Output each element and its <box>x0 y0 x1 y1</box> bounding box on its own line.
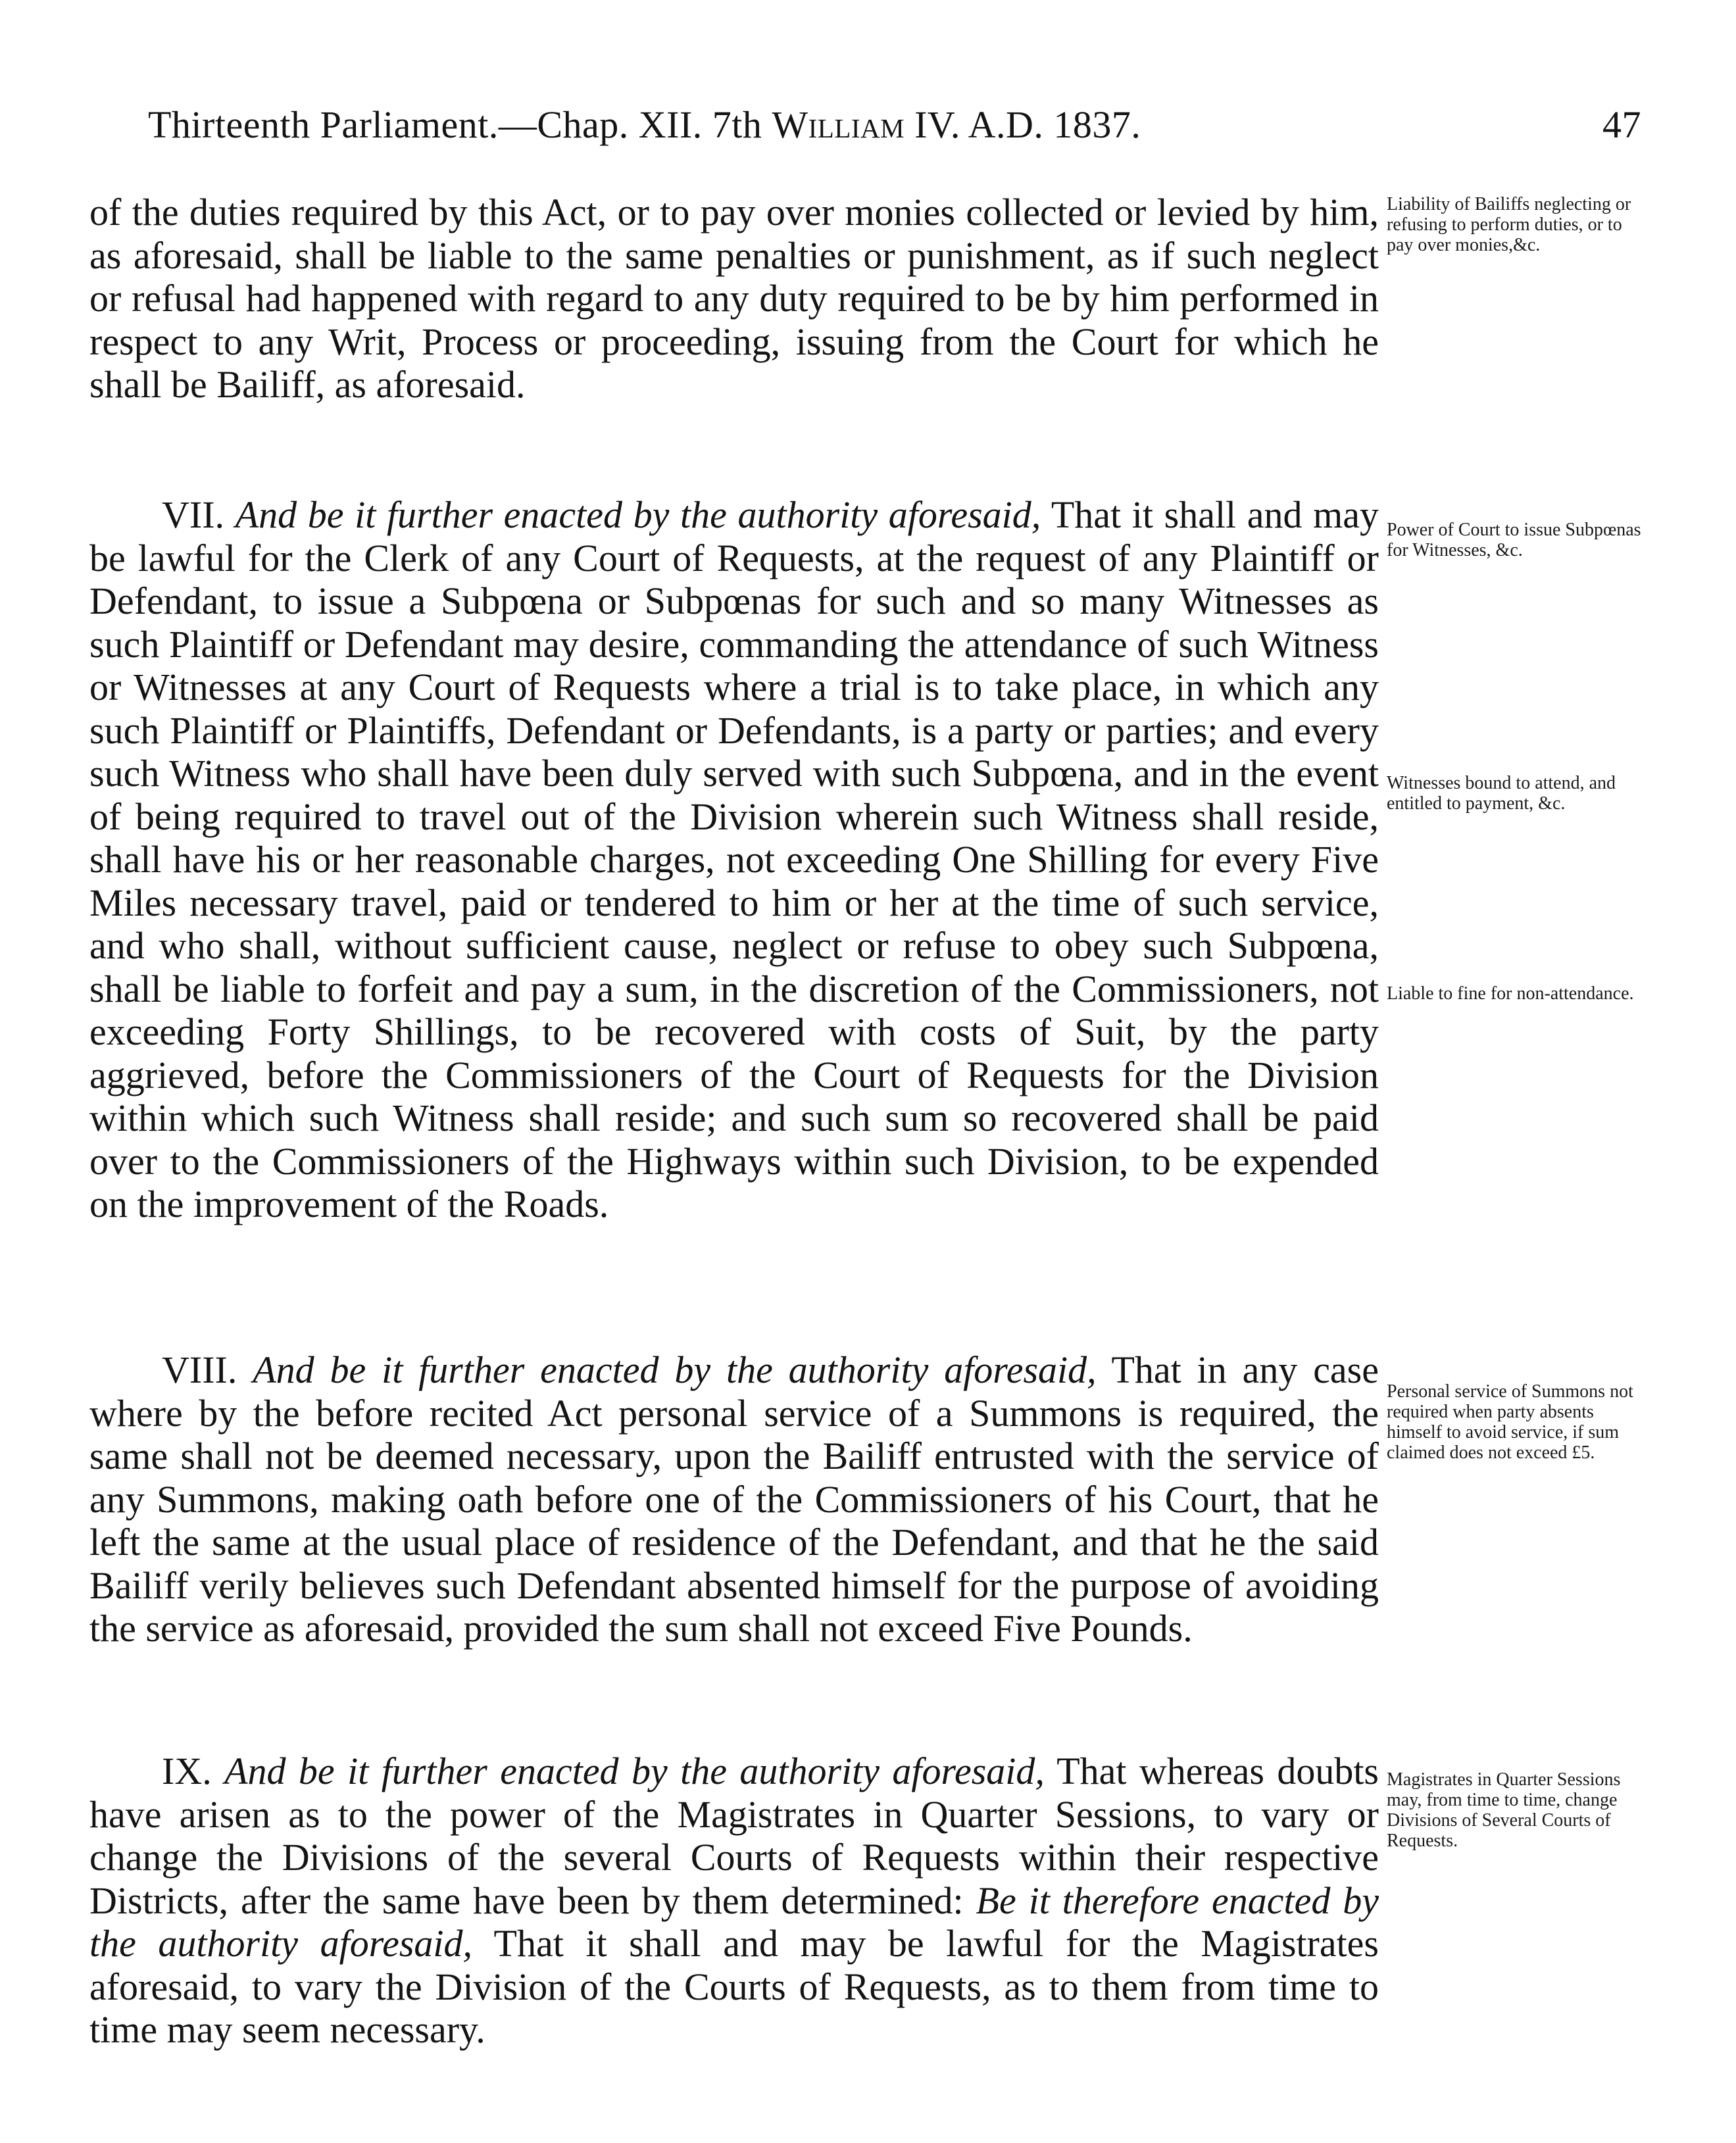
page-number: 47 <box>1602 103 1641 146</box>
margin-note-witnesses-bound: Witnesses bound to attend, and entitled to payment, &c. <box>1387 773 1616 814</box>
section-body: That it shall and may be lawful for the Magistrates aforesaid, to vary the Division of the Courts of Requests, as to them from time to time may seem necessary. <box>89 1922 1379 2051</box>
section-ix <box>89 1750 1379 2052</box>
margin-note-bailiff-liability: Liability of Bailiffs neglecting or refusing to perform duties, or to pay over monies,&c. <box>1387 194 1631 255</box>
paragraph-continuation <box>89 191 1379 406</box>
enacting-clause: And be it further enacted by the authority aforesaid, <box>224 1750 1045 1792</box>
margin-note-subpoena-power: Power of Court to issue Subpœnas for Witnesses, &c. <box>1387 520 1641 560</box>
section-body: That whereas doubts have arisen as to the power of the Magistrates in Quarter Sessions, to vary or change the Divisions of the several Courts of Requests within their respective Districts, after the same have been by them determined: <box>89 1750 1379 1922</box>
running-header <box>148 99 1641 151</box>
margin-note-personal-service: Personal service of Summons not required when party absents himself to avoid service, if sum claimed does not exceed £5. <box>1387 1381 1633 1463</box>
paragraph-text: of the duties required by this Act, or to pay over monies collected or levied by him, as aforesaid, shall be liable to the same penalties or punishment, as if such neglect or refusal had happened with regard to any duty required to be by him performed in respect to any Writ, Process or proceeding, issuing from the Court for which he shall be Bailiff, as aforesaid. <box>89 191 1379 406</box>
section-ix-text <box>89 1750 1379 2052</box>
enacting-clause: Be it therefore enacted by the authority aforesaid, <box>89 1879 1379 1965</box>
enacting-clause: And be it further enacted by the authority aforesaid, <box>253 1348 1097 1391</box>
section-number: VII. <box>162 493 225 536</box>
running-title-part: IV. A.D. 1837. <box>905 103 1141 146</box>
running-title <box>148 99 1141 151</box>
section-vii-text <box>89 493 1379 1226</box>
section-number: IX. <box>162 1750 212 1792</box>
section-viii <box>89 1348 1379 1650</box>
section-vii <box>89 493 1379 1226</box>
section-viii-text <box>89 1348 1379 1650</box>
running-title-part: Thirteenth Parliament.—Chap. XII. 7th <box>148 103 772 146</box>
section-body: That in any case where by the before recited Act personal service of a Summons is required, the same shall not be deemed necessary, upon the Bailiff entrusted with the service of any Summons, making oath before one of the Commissioners of his Court, that he left the same at the usual place of residence of the Defendant, and that he the said Bailiff verily believes such Defendant absented himself for the purpose of avoiding the service as aforesaid, provided the sum shall not exceed Five Pounds. <box>89 1348 1379 1650</box>
section-number: VIII. <box>162 1348 237 1391</box>
margin-note-non-attendance: Liable to fine for non-attendance. <box>1387 983 1634 1004</box>
margin-note-magistrates-divisions: Magistrates in Quarter Sessions may, from time to time, change Divisions of Several Courts of Requests. <box>1387 1769 1621 1851</box>
running-title-king: William <box>772 103 905 146</box>
enacting-clause: And be it further enacted by the authority aforesaid, <box>235 493 1041 536</box>
section-body: That it shall and may be lawful for the Clerk of any Court of Requests, at the request of any Plaintiff or Defendant, to issue a Subpœna or Subpœnas for such and so many Witnesses as such Plaintiff or Defendant may desire, commanding the attendance of such Witness or Witnesses at any Court of Requests where a trial is to take place, in which any such Plaintiff or Plaintiffs, Defendant or Defendants, is a party or parties; and every such Witness who shall have been duly served with such Subpœna, and in the event of being required to travel out of the Division wherein such Witness shall reside, shall have his or her reasonable charges, not exceeding One Shilling for every Five Miles necessary travel, paid or tendered to him or her at the time of such service, and who shall, without sufficient cause, neglect or refuse to obey such Subpœna, shall be liable to forfeit and pay a sum, in the discretion of the Commissioners, not exceeding Forty Shillings, to be recovered with costs of Suit, by the party aggrieved, before the Commissioners of the Court of Requests for the Division within which such Witness shall reside; and such sum so recovered shall be paid over to the Commissioners of the Highways within such Division, to be expended on the improvement of the Roads. <box>89 493 1379 1225</box>
